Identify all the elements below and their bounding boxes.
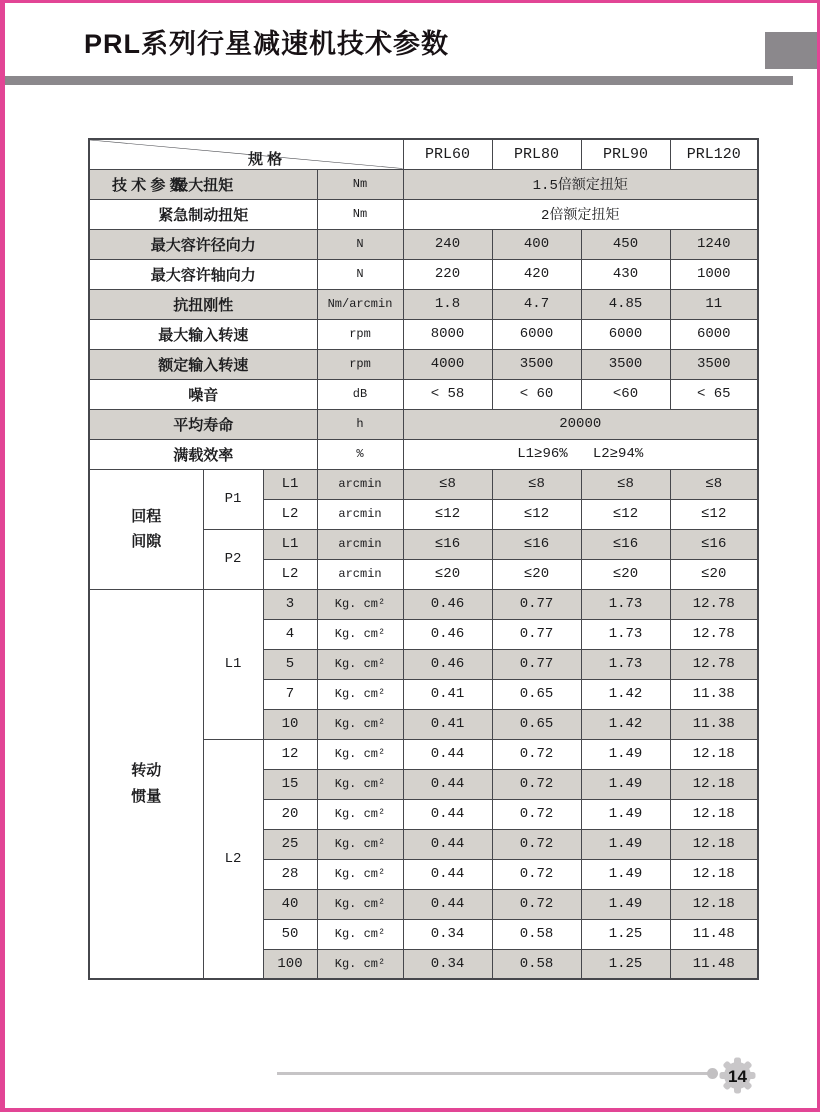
table-row (89, 259, 758, 289)
value-cell: 1.73 (581, 589, 670, 619)
page-number-gear-icon (719, 1057, 756, 1094)
unit-cell: Kg. cm² (317, 649, 403, 679)
value-cell: ≤20 (492, 559, 581, 589)
level-cell: L1 (203, 589, 263, 739)
unit-cell: N (317, 229, 403, 259)
value-cell: ≤8 (581, 469, 670, 499)
value-cell: ≤16 (403, 529, 492, 559)
value-cell: 0.44 (403, 859, 492, 889)
param-name-cell: 最大输入转速 (89, 319, 317, 349)
value-cell: 3500 (581, 349, 670, 379)
value-cell: 0.72 (492, 829, 581, 859)
value-cell: 0.41 (403, 679, 492, 709)
unit-cell: Kg. cm² (317, 829, 403, 859)
unit-cell: Kg. cm² (317, 589, 403, 619)
value-cell: 1.25 (581, 919, 670, 949)
param-name-cell: 抗扭刚性 (89, 289, 317, 319)
unit-cell: rpm (317, 349, 403, 379)
value-cell: 0.77 (492, 649, 581, 679)
value-cell: ≤8 (403, 469, 492, 499)
section-label-line: 间隙 (131, 533, 162, 550)
value-cell: 0.72 (492, 769, 581, 799)
level-cell: L1 (263, 529, 317, 559)
span-value-cell: 2倍额定扭矩 (403, 199, 758, 229)
unit-cell: Kg. cm² (317, 919, 403, 949)
value-cell: ≤16 (581, 529, 670, 559)
ratio-cell: 10 (263, 709, 317, 739)
table-row (89, 349, 758, 379)
unit-cell: Nm/arcmin (317, 289, 403, 319)
table-row (89, 229, 758, 259)
model-header: PRL120 (670, 139, 758, 169)
backlash-section-label-cell (89, 469, 203, 589)
value-cell: 12.18 (670, 739, 758, 769)
param-name-cell: 满载效率 (89, 439, 317, 469)
table-row (89, 319, 758, 349)
value-cell: 0.41 (403, 709, 492, 739)
value-cell: 1.73 (581, 619, 670, 649)
footer-rule-line (277, 1072, 711, 1075)
value-cell: 0.72 (492, 859, 581, 889)
unit-cell: arcmin (317, 559, 403, 589)
value-cell: 1.49 (581, 739, 670, 769)
ratio-cell: 15 (263, 769, 317, 799)
param-name-cell: 最大扭矩 (89, 169, 317, 199)
ratio-cell: 5 (263, 649, 317, 679)
value-cell: 0.72 (492, 799, 581, 829)
unit-cell: Kg. cm² (317, 889, 403, 919)
unit-cell: Kg. cm² (317, 679, 403, 709)
ratio-cell: 3 (263, 589, 317, 619)
value-cell: 1.42 (581, 679, 670, 709)
value-cell: 12.78 (670, 649, 758, 679)
param-name-cell: 额定输入转速 (89, 349, 317, 379)
value-cell: 1.49 (581, 769, 670, 799)
diagonal-line (90, 140, 403, 169)
page-number: 14 (728, 1067, 747, 1086)
precision-grade-cell: P2 (203, 529, 263, 589)
span-value-cell: L1≥96% L2≥94% (403, 439, 758, 469)
value-cell: 0.44 (403, 739, 492, 769)
model-header: PRL90 (581, 139, 670, 169)
value-cell: 0.72 (492, 739, 581, 769)
ratio-cell: 100 (263, 949, 317, 979)
unit-cell: Kg. cm² (317, 739, 403, 769)
ratio-cell: 12 (263, 739, 317, 769)
ratio-cell: 20 (263, 799, 317, 829)
param-name-cell: 最大容许径向力 (89, 229, 317, 259)
value-cell: 0.65 (492, 679, 581, 709)
table-row (89, 289, 758, 319)
header-row (89, 139, 758, 169)
unit-cell: Nm (317, 199, 403, 229)
unit-cell: dB (317, 379, 403, 409)
value-cell: 4.85 (581, 289, 670, 319)
ratio-cell: 40 (263, 889, 317, 919)
value-cell: ≤12 (403, 499, 492, 529)
footer-rule-dot (707, 1068, 718, 1079)
unit-cell: N (317, 259, 403, 289)
value-cell: 1.73 (581, 649, 670, 679)
ratio-cell: 25 (263, 829, 317, 859)
unit-cell: rpm (317, 319, 403, 349)
value-cell: 0.58 (492, 919, 581, 949)
value-cell: 12.18 (670, 769, 758, 799)
value-cell: 0.46 (403, 649, 492, 679)
ratio-cell: 50 (263, 919, 317, 949)
unit-cell: Kg. cm² (317, 859, 403, 889)
value-cell: 1.49 (581, 889, 670, 919)
value-cell: 1.42 (581, 709, 670, 739)
table-row (89, 379, 758, 409)
corner-decoration (765, 32, 817, 69)
value-cell: 11.48 (670, 919, 758, 949)
unit-cell: Kg. cm² (317, 709, 403, 739)
value-cell: ≤16 (492, 529, 581, 559)
span-value-cell: 20000 (403, 409, 758, 439)
param-name-cell: 噪音 (89, 379, 317, 409)
table-row (89, 409, 758, 439)
value-cell: 12.18 (670, 859, 758, 889)
value-cell: < 60 (492, 379, 581, 409)
unit-cell: h (317, 409, 403, 439)
value-cell: 420 (492, 259, 581, 289)
value-cell: <60 (581, 379, 670, 409)
value-cell: 11 (670, 289, 758, 319)
section-label-line: 转动 (131, 762, 162, 780)
unit-cell: % (317, 439, 403, 469)
value-cell: 3500 (492, 349, 581, 379)
table-row (89, 169, 758, 199)
value-cell: 0.46 (403, 619, 492, 649)
value-cell: 4.7 (492, 289, 581, 319)
value-cell: 450 (581, 229, 670, 259)
value-cell: 3500 (670, 349, 758, 379)
unit-cell: arcmin (317, 499, 403, 529)
unit-cell: arcmin (317, 529, 403, 559)
table-row (89, 589, 758, 619)
value-cell: 430 (581, 259, 670, 289)
value-cell: ≤16 (670, 529, 758, 559)
value-cell: 0.77 (492, 589, 581, 619)
level-cell: L2 (203, 739, 263, 979)
value-cell: 11.38 (670, 709, 758, 739)
spec-table (88, 138, 759, 980)
value-cell: 12.78 (670, 589, 758, 619)
unit-cell: arcmin (317, 469, 403, 499)
ratio-cell: 28 (263, 859, 317, 889)
value-cell: 12.18 (670, 799, 758, 829)
value-cell: 0.58 (492, 949, 581, 979)
value-cell: 12.18 (670, 889, 758, 919)
value-cell: 11.48 (670, 949, 758, 979)
value-cell: ≤8 (670, 469, 758, 499)
value-cell: 0.44 (403, 799, 492, 829)
param-name-cell: 紧急制动扭矩 (89, 199, 317, 229)
value-cell: ≤20 (581, 559, 670, 589)
value-cell: 1.8 (403, 289, 492, 319)
page-title: PRL系列行星减速机技术参数 (84, 29, 449, 59)
level-cell: L1 (263, 469, 317, 499)
level-cell: L2 (263, 559, 317, 589)
value-cell: ≤12 (581, 499, 670, 529)
level-cell: L2 (263, 499, 317, 529)
ratio-cell: 4 (263, 619, 317, 649)
span-value-cell: 1.5倍额定扭矩 (403, 169, 758, 199)
value-cell: 1.49 (581, 859, 670, 889)
value-cell: 11.38 (670, 679, 758, 709)
value-cell: ≤20 (670, 559, 758, 589)
section-label-line: 回程 (131, 507, 162, 525)
value-cell: ≤12 (492, 499, 581, 529)
unit-cell: Kg. cm² (317, 799, 403, 829)
unit-cell: Kg. cm² (317, 769, 403, 799)
unit-cell: Nm (317, 169, 403, 199)
value-cell: 0.34 (403, 919, 492, 949)
value-cell: 0.44 (403, 769, 492, 799)
param-name-cell: 平均寿命 (89, 409, 317, 439)
value-cell: 0.44 (403, 829, 492, 859)
param-name-cell: 最大容许轴向力 (89, 259, 317, 289)
value-cell: 400 (492, 229, 581, 259)
value-cell: < 58 (403, 379, 492, 409)
spec-header-label: 规 格 (248, 151, 283, 168)
precision-grade-cell: P1 (203, 469, 263, 529)
value-cell: 220 (403, 259, 492, 289)
unit-cell: Kg. cm² (317, 949, 403, 979)
table-row (89, 469, 758, 499)
value-cell: 240 (403, 229, 492, 259)
value-cell: 0.44 (403, 889, 492, 919)
inertia-section-label-cell (89, 589, 203, 979)
value-cell: 0.65 (492, 709, 581, 739)
value-cell: 12.18 (670, 829, 758, 859)
value-cell: 0.46 (403, 589, 492, 619)
section-label-line: 惯量 (131, 787, 162, 805)
table-row (89, 199, 758, 229)
value-cell: 1240 (670, 229, 758, 259)
table-row (89, 439, 758, 469)
value-cell: 1000 (670, 259, 758, 289)
value-cell: 6000 (492, 319, 581, 349)
model-header: PRL80 (492, 139, 581, 169)
value-cell: 1.49 (581, 799, 670, 829)
value-cell: ≤8 (492, 469, 581, 499)
value-cell: < 65 (670, 379, 758, 409)
value-cell: 4000 (403, 349, 492, 379)
value-cell: 8000 (403, 319, 492, 349)
value-cell: 0.77 (492, 619, 581, 649)
model-header: PRL60 (403, 139, 492, 169)
ratio-cell: 7 (263, 679, 317, 709)
value-cell: ≤12 (670, 499, 758, 529)
value-cell: 0.34 (403, 949, 492, 979)
value-cell: 0.72 (492, 889, 581, 919)
value-cell: 1.49 (581, 829, 670, 859)
value-cell: 1.25 (581, 949, 670, 979)
value-cell: ≤20 (403, 559, 492, 589)
unit-cell: Kg. cm² (317, 619, 403, 649)
value-cell: 6000 (581, 319, 670, 349)
param-header-label: 技 术 参 数 (112, 177, 185, 194)
value-cell: 12.78 (670, 619, 758, 649)
title-underline-bar (5, 76, 793, 85)
value-cell: 6000 (670, 319, 758, 349)
